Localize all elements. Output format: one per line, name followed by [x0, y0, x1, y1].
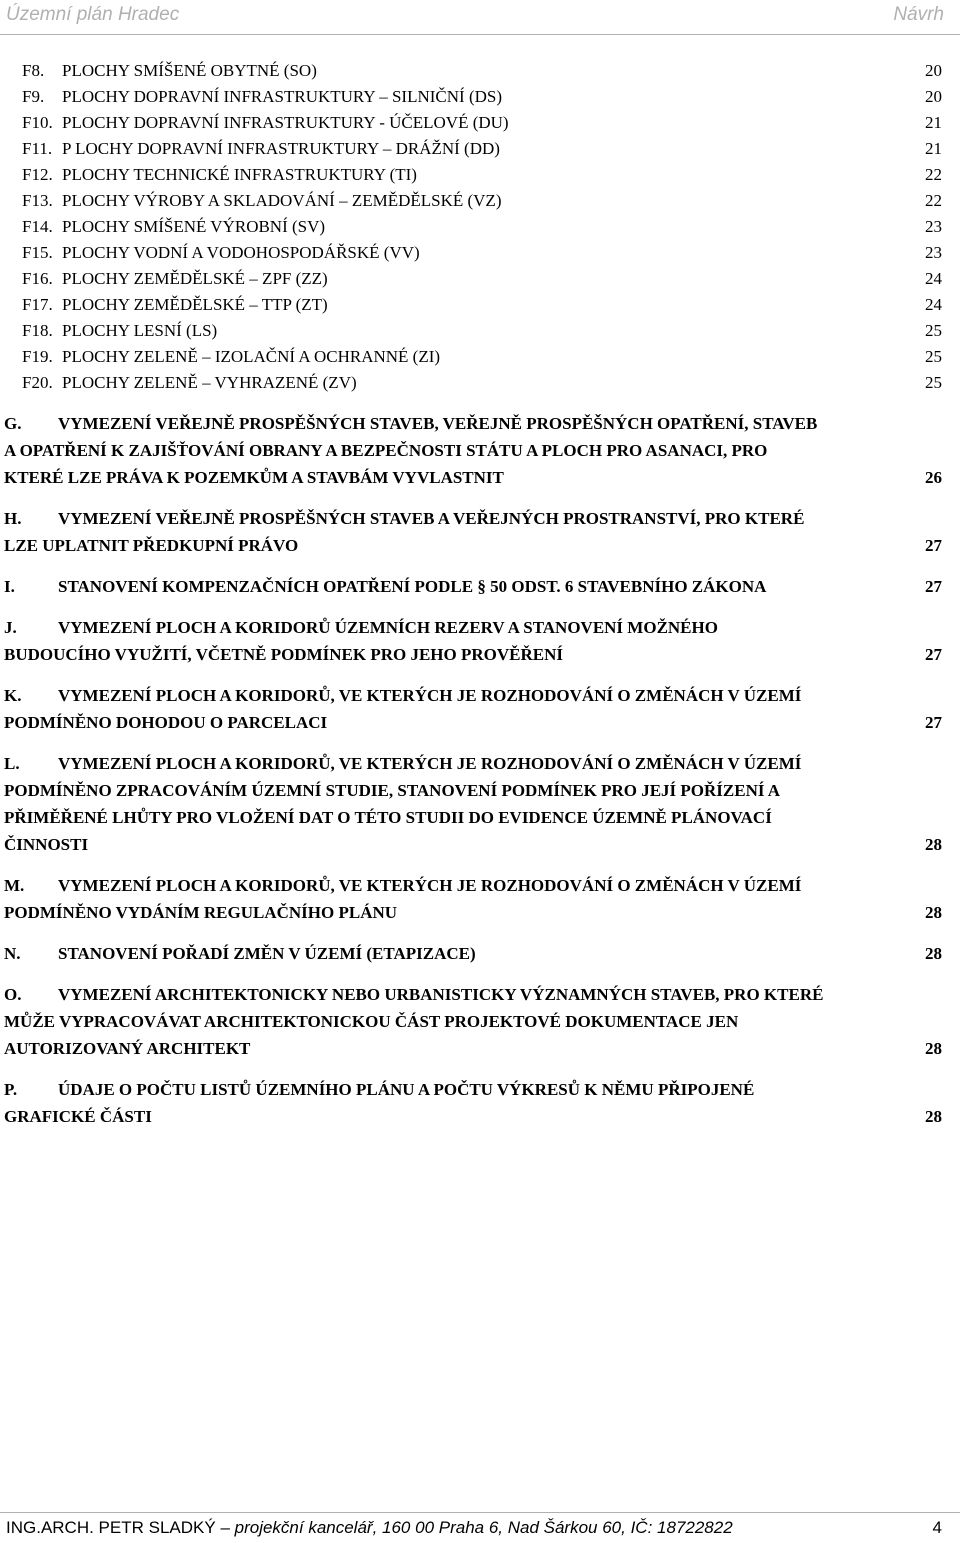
toc-entry[interactable]	[0, 58, 960, 84]
toc-entry-number: F18.	[22, 321, 53, 340]
toc-sections	[0, 410, 960, 1130]
toc-section[interactable]	[0, 750, 960, 858]
toc-entry-number: F11.	[22, 139, 53, 158]
toc-section-line	[0, 750, 960, 777]
toc-section-line	[0, 1008, 960, 1035]
toc-section-line	[0, 709, 960, 736]
toc-section-title: VYMEZENÍ VEŘEJNĚ PROSPĚŠNÝCH STAVEB, VEŘEJNĚ PROSPĚŠNÝCH OPATŘENÍ, STAVEB	[58, 414, 818, 433]
page-number: 4	[932, 1518, 942, 1537]
toc-entry-number: F8.	[22, 61, 45, 80]
toc-section-title: VYMEZENÍ VEŘEJNĚ PROSPĚŠNÝCH STAVEB A VEŘEJNÝCH PROSTRANSTVÍ, PRO KTERÉ	[58, 509, 805, 528]
toc-section-title: VYMEZENÍ PLOCH A KORIDORŮ, VE KTERÝCH JE ROZHODOVÁNÍ O ZMĚNÁCH V ÚZEMÍ	[58, 754, 802, 773]
toc-entry-title: PLOCHY SMÍŠENÉ OBYTNÉ (SO)	[62, 61, 317, 80]
toc-entry-page: 24	[925, 269, 942, 288]
toc-section[interactable]	[0, 573, 960, 600]
toc-section-page: 28	[925, 835, 942, 854]
document-title: Územní plán Hradec	[6, 4, 180, 25]
toc-section-page: 28	[925, 1039, 942, 1058]
toc-section-letter: L.	[4, 754, 20, 773]
page-footer	[0, 1512, 960, 1543]
footer-rule	[0, 1512, 960, 1513]
toc-section-title: LZE UPLATNIT PŘEDKUPNÍ PRÁVO	[4, 536, 299, 555]
toc-entry-number: F20.	[22, 373, 53, 392]
toc-section-title: PODMÍNĚNO ZPRACOVÁNÍM ÚZEMNÍ STUDIE, STANOVENÍ PODMÍNEK PRO JEJÍ POŘÍZENÍ A	[4, 781, 781, 800]
toc-section-title: VYMEZENÍ ARCHITEKTONICKY NEBO URBANISTICKY VÝZNAMNÝCH STAVEB, PRO KTERÉ	[58, 985, 824, 1004]
toc-entry-title: PLOCHY VÝROBY A SKLADOVÁNÍ – ZEMĚDĚLSKÉ (VZ)	[62, 191, 502, 210]
toc-entry-page: 22	[925, 165, 942, 184]
toc-section-title: VYMEZENÍ PLOCH A KORIDORŮ, VE KTERÝCH JE ROZHODOVÁNÍ O ZMĚNÁCH V ÚZEMÍ	[58, 686, 802, 705]
toc-section[interactable]	[0, 614, 960, 668]
toc-entry-title: PLOCHY VODNÍ A VODOHOSPODÁŘSKÉ (VV)	[62, 243, 420, 262]
toc-entry-title: PLOCHY ZELENĚ – IZOLAČNÍ A OCHRANNÉ (ZI)	[62, 347, 441, 366]
toc-entry-number: F17.	[22, 295, 53, 314]
toc-section-letter: H.	[4, 509, 22, 528]
footer-address: – projekční kancelář, 160 00 Praha 6, Nad Šárkou 60, IČ: 18722822	[215, 1518, 733, 1537]
toc-entry-title: PLOCHY DOPRAVNÍ INFRASTRUKTURY – SILNIČNÍ (DS)	[62, 87, 502, 106]
toc-section-line	[0, 940, 960, 967]
toc-section-line	[0, 573, 960, 600]
toc-section-title: PODMÍNĚNO DOHODOU O PARCELACI	[4, 713, 328, 732]
toc-entry-title: PLOCHY TECHNICKÉ INFRASTRUKTURY (TI)	[62, 165, 417, 184]
toc-entry-number: F15.	[22, 243, 53, 262]
toc-entry[interactable]	[0, 110, 960, 136]
toc-section-page: 27	[925, 645, 942, 664]
toc-section-letter: N.	[4, 944, 21, 963]
toc-entry[interactable]	[0, 266, 960, 292]
toc-entry[interactable]	[0, 370, 960, 396]
toc-section-line	[0, 614, 960, 641]
toc-entry-number: F19.	[22, 347, 53, 366]
header-rule	[0, 34, 960, 35]
toc-entry[interactable]	[0, 318, 960, 344]
toc-section-page: 27	[925, 536, 942, 555]
toc-entry[interactable]	[0, 240, 960, 266]
toc-section-title: VYMEZENÍ PLOCH A KORIDORŮ, VE KTERÝCH JE ROZHODOVÁNÍ O ZMĚNÁCH V ÚZEMÍ	[58, 876, 802, 895]
toc-section-title: ÚDAJE O POČTU LISTŮ ÚZEMNÍHO PLÁNU A POČTU VÝKRESŮ K NĚMU PŘIPOJENÉ	[58, 1080, 755, 1099]
toc-entry-number: F14.	[22, 217, 53, 236]
toc-entry-page: 20	[925, 61, 942, 80]
toc-entry-number: F9.	[22, 87, 45, 106]
toc-entry-number: F16.	[22, 269, 53, 288]
toc-section-line	[0, 410, 960, 437]
toc-section-title: KTERÉ LZE PRÁVA K POZEMKŮM A STAVBÁM VYVLASTNIT	[4, 468, 504, 487]
toc-entry-page: 25	[925, 321, 942, 340]
toc-section-title: PODMÍNĚNO VYDÁNÍM REGULAČNÍHO PLÁNU	[4, 903, 398, 922]
toc-section-page: 28	[925, 1107, 942, 1126]
toc-entry[interactable]	[0, 344, 960, 370]
toc-entry-page: 23	[925, 217, 942, 236]
toc-entry-page: 20	[925, 87, 942, 106]
toc-section-line	[0, 505, 960, 532]
footer-company: ING.ARCH. PETR SLADKÝ	[6, 1518, 216, 1537]
toc-section-line	[0, 1076, 960, 1103]
toc-section-line	[0, 532, 960, 559]
document-status: Návrh	[893, 4, 944, 25]
toc-entry-page: 22	[925, 191, 942, 210]
toc-entry-number: F13.	[22, 191, 53, 210]
toc-entry-title: PLOCHY SMÍŠENÉ VÝROBNÍ (SV)	[62, 217, 326, 236]
toc-entry[interactable]	[0, 136, 960, 162]
toc-section-title: PŘIMĚŘENÉ LHŮTY PRO VLOŽENÍ DAT O TÉTO STUDII DO EVIDENCE ÚZEMNĚ PLÁNOVACÍ	[4, 808, 772, 827]
toc-section-page: 28	[925, 944, 942, 963]
table-of-contents	[0, 58, 960, 1130]
toc-section[interactable]	[0, 1076, 960, 1130]
toc-section-letter: I.	[4, 577, 15, 596]
toc-section-title: MŮŽE VYPRACOVÁVAT ARCHITEKTONICKOU ČÁST PROJEKTOVÉ DOKUMENTACE JEN	[4, 1012, 739, 1031]
toc-section-line	[0, 682, 960, 709]
toc-entry[interactable]	[0, 214, 960, 240]
toc-section[interactable]	[0, 410, 960, 491]
toc-entry[interactable]	[0, 162, 960, 188]
toc-entry[interactable]	[0, 84, 960, 110]
toc-entry-title: PLOCHY ZEMĚDĚLSKÉ – ZPF (ZZ)	[62, 269, 328, 288]
toc-entry[interactable]	[0, 188, 960, 214]
toc-entry-page: 23	[925, 243, 942, 262]
toc-section[interactable]	[0, 872, 960, 926]
toc-entry-page: 21	[925, 139, 942, 158]
toc-section-title: A OPATŘENÍ K ZAJIŠŤOVÁNÍ OBRANY A BEZPEČNOSTI STÁTU A PLOCH PRO ASANACI, PRO	[4, 441, 768, 460]
toc-section[interactable]	[0, 981, 960, 1062]
toc-section[interactable]	[0, 505, 960, 559]
toc-section-title: GRAFICKÉ ČÁSTI	[4, 1107, 152, 1126]
toc-section[interactable]	[0, 940, 960, 967]
toc-section-letter: O.	[4, 985, 22, 1004]
toc-entry-title: PLOCHY ZEMĚDĚLSKÉ – TTP (ZT)	[62, 295, 328, 314]
toc-section-line	[0, 981, 960, 1008]
toc-section-line	[0, 899, 960, 926]
toc-section-line	[0, 872, 960, 899]
footer-text	[6, 1518, 733, 1538]
toc-entry-title: PLOCHY DOPRAVNÍ INFRASTRUKTURY - ÚČELOVÉ (DU)	[62, 113, 509, 132]
toc-entry-number: F12.	[22, 165, 53, 184]
toc-section[interactable]	[0, 682, 960, 736]
toc-section-page: 28	[925, 903, 942, 922]
toc-section-letter: P.	[4, 1080, 18, 1099]
toc-section-title: BUDOUCÍHO VYUŽITÍ, VČETNĚ PODMÍNEK PRO JEHO PROVĚŘENÍ	[4, 645, 564, 664]
toc-section-line	[0, 1035, 960, 1062]
toc-section-page: 27	[925, 713, 942, 732]
toc-section-title: STANOVENÍ POŘADÍ ZMĚN V ÚZEMÍ (ETAPIZACE)	[58, 944, 476, 963]
toc-section-page: 27	[925, 577, 942, 596]
toc-entry-title: PLOCHY ZELENĚ – VYHRAZENÉ (ZV)	[62, 373, 357, 392]
toc-section-letter: J.	[4, 618, 17, 637]
toc-entry-page: 21	[925, 113, 942, 132]
toc-entry[interactable]	[0, 292, 960, 318]
toc-section-title: ČINNOSTI	[4, 835, 89, 854]
toc-section-title: STANOVENÍ KOMPENZAČNÍCH OPATŘENÍ PODLE § 50 ODST. 6 STAVEBNÍHO ZÁKONA	[58, 577, 767, 596]
toc-section-line	[0, 437, 960, 464]
toc-section-page: 26	[925, 468, 942, 487]
toc-subitems	[0, 58, 960, 396]
page-header	[0, 0, 960, 36]
toc-entry-number: F10.	[22, 113, 53, 132]
toc-section-title: VYMEZENÍ PLOCH A KORIDORŮ ÚZEMNÍCH REZERV A STANOVENÍ MOŽNÉHO	[58, 618, 718, 637]
toc-section-title: AUTORIZOVANÝ ARCHITEKT	[4, 1039, 251, 1058]
toc-section-line	[0, 804, 960, 831]
toc-entry-page: 25	[925, 347, 942, 366]
toc-entry-page: 24	[925, 295, 942, 314]
toc-section-letter: K.	[4, 686, 22, 705]
toc-section-line	[0, 831, 960, 858]
toc-entry-page: 25	[925, 373, 942, 392]
toc-section-line	[0, 777, 960, 804]
toc-section-line	[0, 641, 960, 668]
toc-entry-title: PLOCHY LESNÍ (LS)	[62, 321, 218, 340]
toc-section-line	[0, 1103, 960, 1130]
toc-entry-title: P LOCHY DOPRAVNÍ INFRASTRUKTURY – DRÁŽNÍ (DD)	[62, 139, 500, 158]
toc-section-letter: G.	[4, 414, 22, 433]
toc-section-letter: M.	[4, 876, 25, 895]
toc-section-line	[0, 464, 960, 491]
